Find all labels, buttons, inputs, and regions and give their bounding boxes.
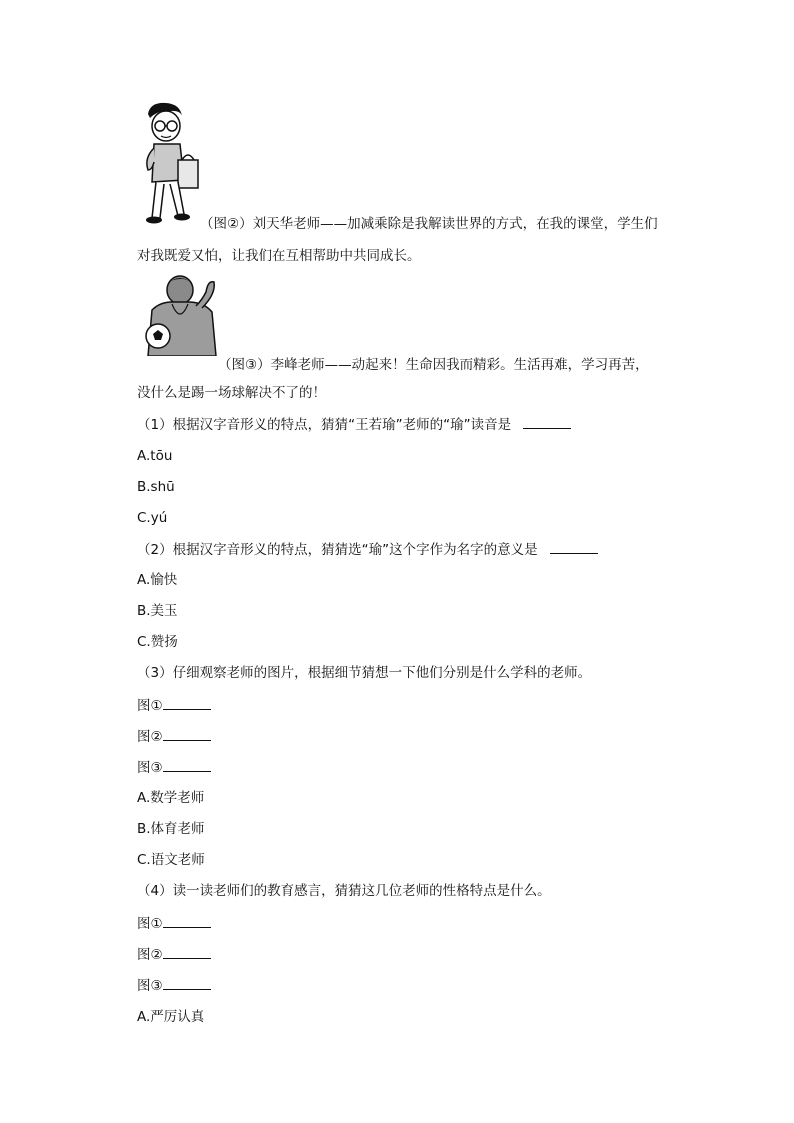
teacher-illustration-fig3 (142, 272, 222, 356)
question-2-prompt (137, 539, 598, 560)
question-2-text: （2）根据汉字音形义的特点，猜猜选“瑜”这个字作为名字的意义是 (137, 542, 538, 558)
answer-blank[interactable] (163, 757, 211, 772)
question-3-option-c[interactable]: C.语文老师 (137, 852, 205, 868)
question-3-blank-1 (137, 695, 211, 716)
question-1-text: （1）根据汉字音形义的特点，猜猜“王若瑜”老师的“瑜”读音是 (137, 417, 512, 433)
question-3-option-b[interactable]: B.体育老师 (137, 821, 205, 837)
question-3-prompt: （3）仔细观察老师的图片，根据细节猜想一下他们分别是什么学科的老师。 (137, 665, 592, 681)
blank-label: 图② (137, 947, 163, 963)
fig2-caption-cont: 对我既爱又怕，让我们在互相帮助中共同成长。 (137, 248, 421, 264)
answer-blank[interactable] (163, 913, 211, 928)
question-1-answer-blank[interactable] (523, 414, 571, 429)
question-3-blank-3 (137, 757, 211, 778)
teacher-illustration-fig2 (140, 100, 202, 228)
question-4-blank-2 (137, 944, 211, 965)
question-2-answer-blank[interactable] (550, 539, 598, 554)
question-2-option-c[interactable]: C.赞扬 (137, 634, 178, 650)
question-4-blank-3 (137, 975, 211, 996)
question-4-prompt: （4）读一读老师们的教育感言，猜猜这几位老师的性格特点是什么。 (137, 883, 551, 899)
answer-blank[interactable] (163, 695, 211, 710)
question-1-option-a[interactable]: A.tōu (137, 448, 173, 464)
answer-blank[interactable] (163, 726, 211, 741)
question-1-option-c[interactable]: C.yú (137, 510, 168, 526)
blank-label: 图③ (137, 760, 163, 776)
answer-blank[interactable] (163, 975, 211, 990)
fig2-caption: （图②）刘天华老师——加减乘除是我解读世界的方式，在我的课堂，学生们 (200, 216, 658, 232)
question-4-blank-1 (137, 913, 211, 934)
fig3-caption-cont: 没什么是踢一场球解决不了的！ (137, 385, 326, 401)
question-1-option-b[interactable]: B.shū (137, 479, 175, 495)
question-2-option-b[interactable]: B.美玉 (137, 603, 178, 619)
blank-label: 图② (137, 729, 163, 745)
question-3-blank-2 (137, 726, 211, 747)
question-2-option-a[interactable]: A.愉快 (137, 572, 178, 588)
question-3-option-a[interactable]: A.数学老师 (137, 790, 205, 806)
blank-label: 图③ (137, 978, 163, 994)
question-1-prompt (137, 414, 571, 435)
blank-label: 图① (137, 698, 163, 714)
answer-blank[interactable] (163, 944, 211, 959)
blank-label: 图① (137, 916, 163, 932)
fig3-caption: （图③）李峰老师——动起来！生命因我而精彩。生活再难，学习再苦， (218, 357, 649, 373)
question-4-option-a[interactable]: A.严厉认真 (137, 1009, 205, 1025)
